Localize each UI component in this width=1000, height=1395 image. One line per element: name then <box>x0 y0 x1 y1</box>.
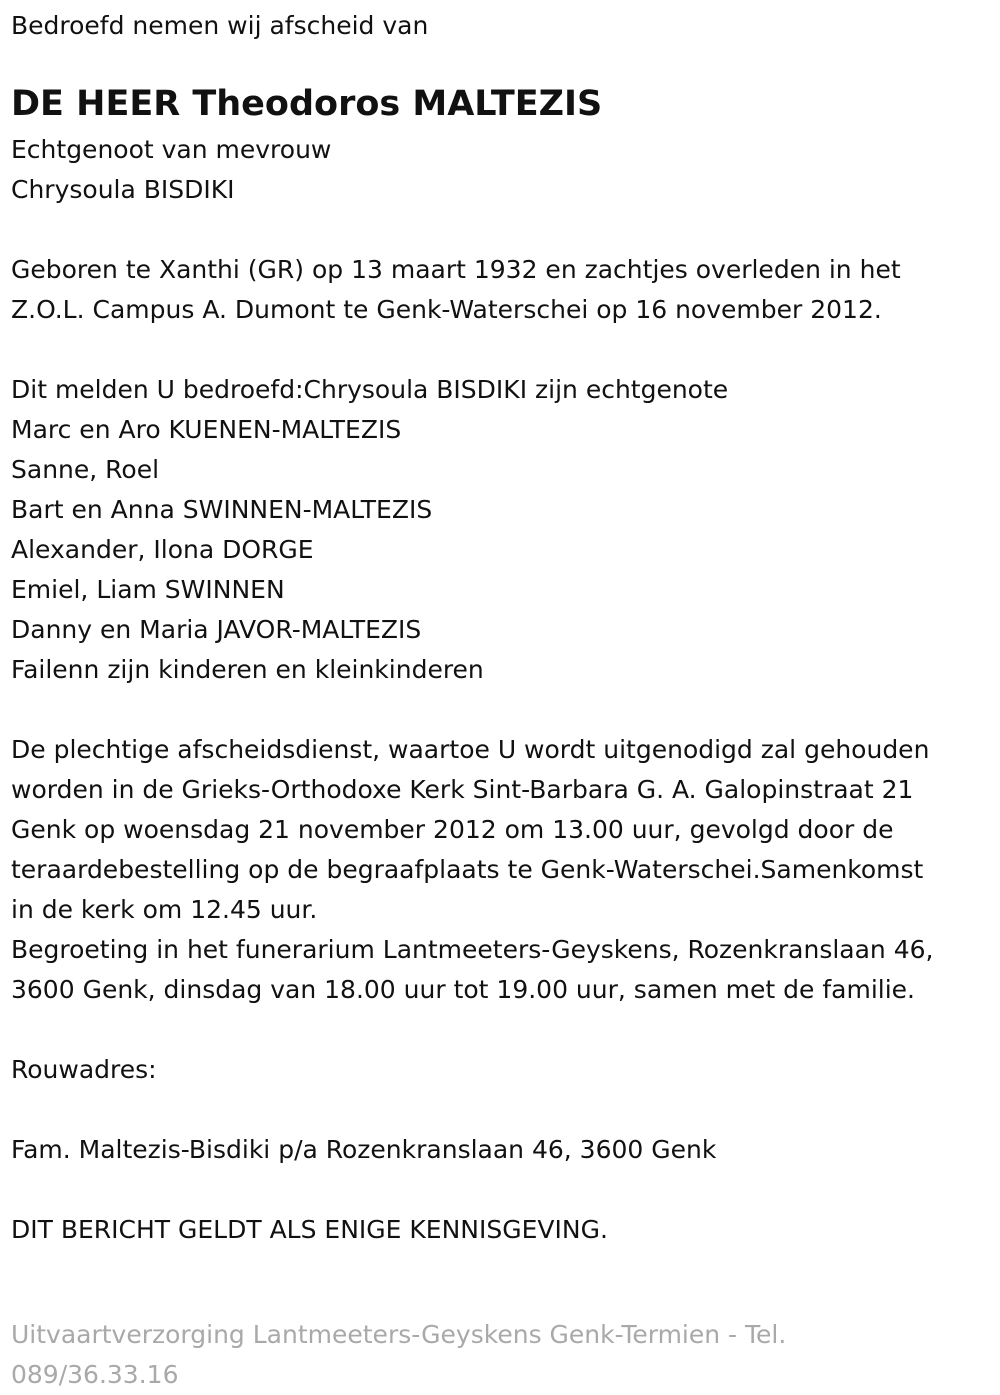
spacer <box>11 210 990 250</box>
service-line: Genk op woensdag 21 november 2012 om 13.00 uur, gevolgd door de <box>11 815 894 844</box>
family-list <box>11 370 990 690</box>
family-line: Dit melden U bedroefd:Chrysoula BISDIKI zijn echtgenote <box>11 375 729 404</box>
spacer <box>11 1250 990 1290</box>
family-line: Danny en Maria JAVOR-MALTEZIS <box>11 615 422 644</box>
spouse-line-1: Echtgenoot van mevrouw <box>11 135 332 164</box>
service-line: Begroeting in het funerarium Lantmeeters-Geyskens, Rozenkranslaan 46, <box>11 935 934 964</box>
service-details <box>11 730 990 1010</box>
intro-text: Bedroefd nemen wij afscheid van <box>11 11 429 40</box>
deceased-name: DE HEER Theodoros MALTEZIS <box>11 84 603 124</box>
spacer <box>11 690 990 730</box>
birth-line-1: Geboren te Xanthi (GR) op 13 maart 1932 en zachtjes overleden in het <box>11 255 901 284</box>
spacer <box>11 1090 990 1130</box>
spacer <box>11 330 990 370</box>
family-line: Alexander, Ilona DORGE <box>11 535 314 564</box>
spouse-line-2: Chrysoula BISDIKI <box>11 175 235 204</box>
birth-line-2: Z.O.L. Campus A. Dumont te Genk-Waterschei op 16 november 2012. <box>11 295 882 324</box>
spacer <box>11 1010 990 1050</box>
family-line: Failenn zijn kinderen en kleinkinderen <box>11 655 484 684</box>
service-line: worden in de Grieks-Orthodoxe Kerk Sint-Barbara G. A. Galopinstraat 21 <box>11 775 914 804</box>
funeral-home-footer: Uitvaartverzorging Lantmeeters-Geyskens Genk-Termien - Tel. 089/36.33.16 <box>11 1320 787 1389</box>
family-line: Emiel, Liam SWINNEN <box>11 575 285 604</box>
family-line: Sanne, Roel <box>11 455 160 484</box>
service-line: De plechtige afscheidsdienst, waartoe U wordt uitgenodigd zal gehouden <box>11 735 930 764</box>
address-label: Rouwadres: <box>11 1055 157 1084</box>
service-line: 3600 Genk, dinsdag van 18.00 uur tot 19.00 uur, samen met de familie. <box>11 975 915 1004</box>
notice-text: DIT BERICHT GELDT ALS ENIGE KENNISGEVING. <box>11 1215 608 1244</box>
family-line: Bart en Anna SWINNEN-MALTEZIS <box>11 495 433 524</box>
service-line: teraardebestelling op de begraafplaats te Genk-Waterschei.Samenkomst <box>11 855 924 884</box>
service-line: in de kerk om 12.45 uur. <box>11 895 318 924</box>
death-notice <box>0 6 1000 1390</box>
spacer <box>11 1170 990 1210</box>
address-value: Fam. Maltezis-Bisdiki p/a Rozenkranslaan 46, 3600 Genk <box>11 1135 717 1164</box>
family-line: Marc en Aro KUENEN-MALTEZIS <box>11 415 402 444</box>
